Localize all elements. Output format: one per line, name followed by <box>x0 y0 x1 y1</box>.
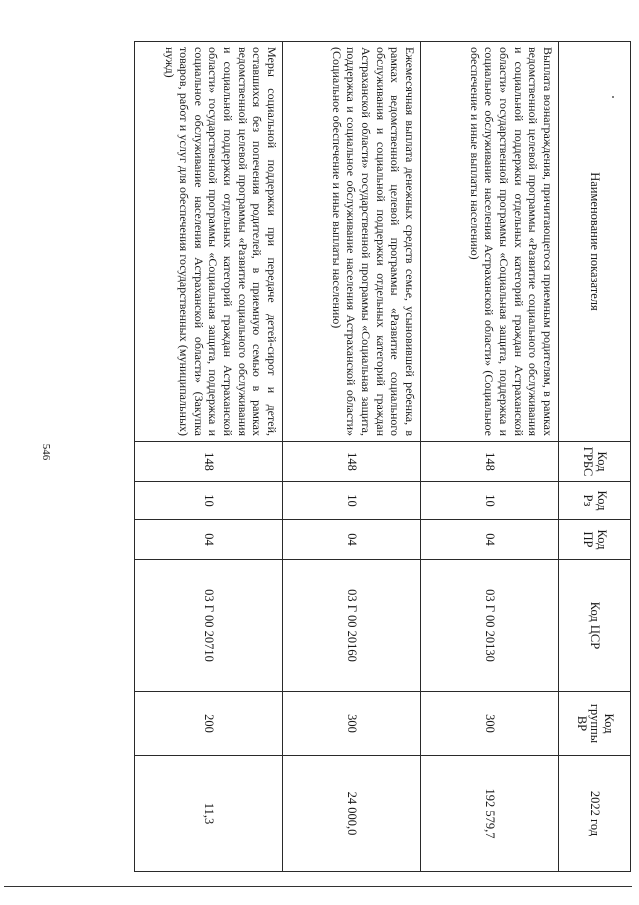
row-grbs: 148 <box>421 442 559 482</box>
row-name: Ежемесячная выплата денежных средств семье, усыновившей ребенка, в рамках ведомственной целевой программы «Развитие социального обслуживания и социальной поддержки отдельных категорий граждан Астраханской области» государственной программы «Социальная защита, поддержка и социальное обслуживание населения Астраханской области» (Социальное обеспечение и иные выплаты населению) <box>283 42 421 442</box>
budget-table <box>134 41 631 872</box>
row-grbs: 148 <box>135 442 283 482</box>
row-rz: 10 <box>421 482 559 520</box>
row-grbs: 148 <box>283 442 421 482</box>
row-rz: 10 <box>283 482 421 520</box>
row-vr: 300 <box>283 692 421 756</box>
row-vr: 200 <box>135 692 283 756</box>
row-year: 24 000,0 <box>283 756 421 872</box>
row-year: 192 579,7 <box>421 756 559 872</box>
row-year: 11,3 <box>135 756 283 872</box>
row-rz: 10 <box>135 482 283 520</box>
budget-table-container <box>135 41 631 871</box>
table-header-row <box>559 42 631 872</box>
header-rz: Код Рз <box>559 482 631 520</box>
page-number: 546 <box>40 443 52 461</box>
header-name: Наименование показателя <box>559 42 631 442</box>
header-vr: Код группы ВР <box>559 692 631 756</box>
scan-speck <box>612 96 614 98</box>
table-row <box>421 42 559 872</box>
header-year: 2022 год <box>559 756 631 872</box>
row-csr: 03 Г 00 20130 <box>421 560 559 692</box>
row-pr: 04 <box>135 520 283 560</box>
row-name: Меры социальной поддержки при передаче детей-сирот и детей, оставшихся без попечения родителей, в приемную семью в рамках ведомственной целевой программы «Развитие социального обслуживания и социальной поддержки отдельных категорий граждан Астраханской области» государственной программы «Социальная защита, поддержка и социальное обслуживание населения Астраханской области» (Закупка товаров, работ и услуг для обеспечения государственных (муниципальных) нужд) <box>135 42 283 442</box>
row-pr: 04 <box>421 520 559 560</box>
row-csr: 03 Г 00 20160 <box>283 560 421 692</box>
page-bottom-rule <box>4 886 632 887</box>
row-csr: 03 Г 00 20710 <box>135 560 283 692</box>
row-pr: 04 <box>283 520 421 560</box>
row-name: Выплата вознаграждения, причитающегося приемным родителям, в рамках ведомственной целевой программы «Развитие социального обслуживания и социальной поддержки отдельных категорий граждан Астраханской области» государственной программы «Социальная защита, поддержка и социальное обслуживание населения Астраханской области» (Социальное обеспечение и иные выплаты населению) <box>421 42 559 442</box>
row-vr: 300 <box>421 692 559 756</box>
header-csr: Код ЦСР <box>559 560 631 692</box>
header-grbs: Код ГРБС <box>559 442 631 482</box>
header-pr: Код ПР <box>559 520 631 560</box>
table-row <box>283 42 421 872</box>
table-row <box>135 42 283 872</box>
